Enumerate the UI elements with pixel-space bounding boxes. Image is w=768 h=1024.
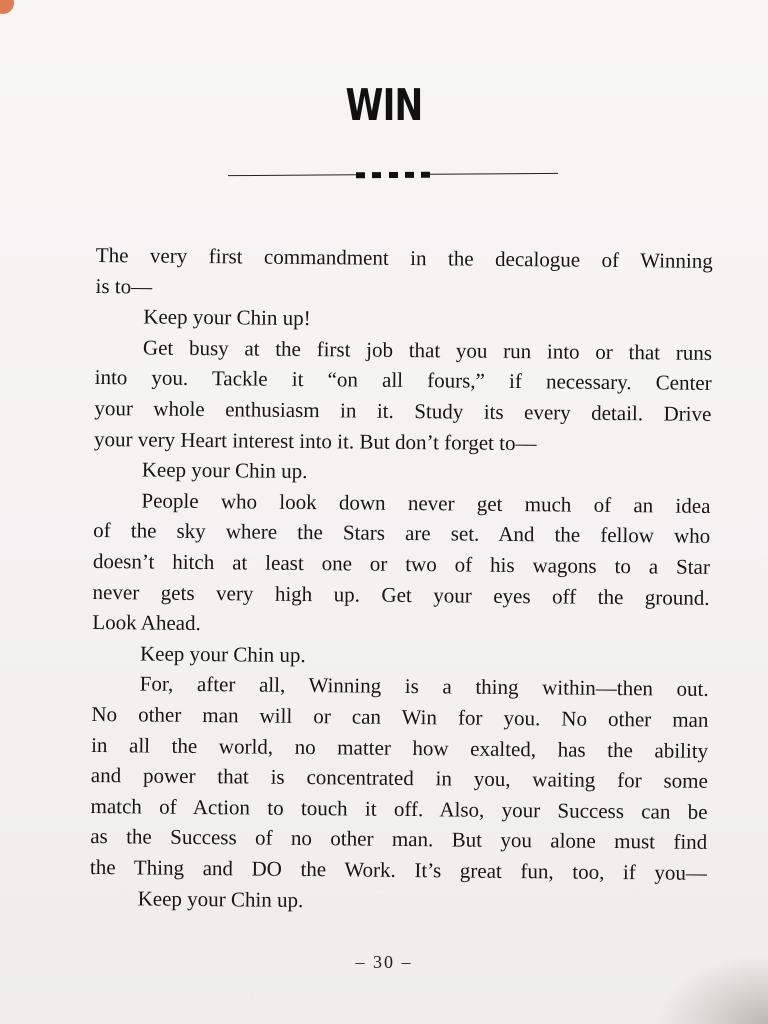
text-line: Look Ahead. <box>92 610 201 636</box>
ornament-rule-left <box>228 174 356 176</box>
text-line: into you. Tackle it “on all fours,” if necessary. Center <box>94 365 712 396</box>
text-line: of the sky where the Stars are set. And the fellow who <box>93 518 711 549</box>
text-line: your very Heart interest into it. But don’t forget to— <box>93 426 537 455</box>
text-line: Keep your Chin up. <box>137 886 304 912</box>
text-line: The very first commandment in the decalogue of Winning <box>95 242 713 273</box>
text-line: Get busy at the first job that you run into or that runs <box>142 335 713 365</box>
corner-mark <box>0 0 14 14</box>
page-number: – 30 – <box>355 952 413 972</box>
text-line: Keep your Chin up. <box>139 641 306 667</box>
ornament-dots <box>356 170 430 180</box>
text-line: as the Success of no other man. But you alone must find <box>90 824 708 855</box>
body-text <box>89 240 736 912</box>
text-line: and power that is concentrated in you, waiting for some <box>90 763 708 794</box>
text-line: Keep your Chin up! <box>143 304 311 331</box>
text-line: Keep your Chin up. <box>141 457 308 484</box>
title-ornament-divider <box>228 167 558 183</box>
text-line: doesn’t hitch at least one or two of his wagons to a Star <box>92 548 711 579</box>
text-line: No other man will or can Win for you. No other man <box>91 701 709 732</box>
text-line: For, after all, Winning is a thing within—then out. <box>139 671 709 702</box>
text-line: never gets very high up. Get your eyes off the ground. <box>92 579 710 610</box>
text-line: match of Action to touch it off. Also, your Success can be <box>90 793 708 824</box>
ornament-rule-right <box>430 173 558 175</box>
chapter-title: WIN <box>345 80 423 131</box>
text-line: is to— <box>95 273 153 299</box>
text-line: in all the world, no matter how exalted, has the ability <box>91 732 709 763</box>
text-line: your whole enthusiasm in it. Study its every detail. Drive <box>94 395 712 426</box>
text-line: the Thing and DO the Work. It’s great fun, too, if you— <box>89 854 708 885</box>
text-line: People who look down never get much of an idea <box>141 488 711 518</box>
